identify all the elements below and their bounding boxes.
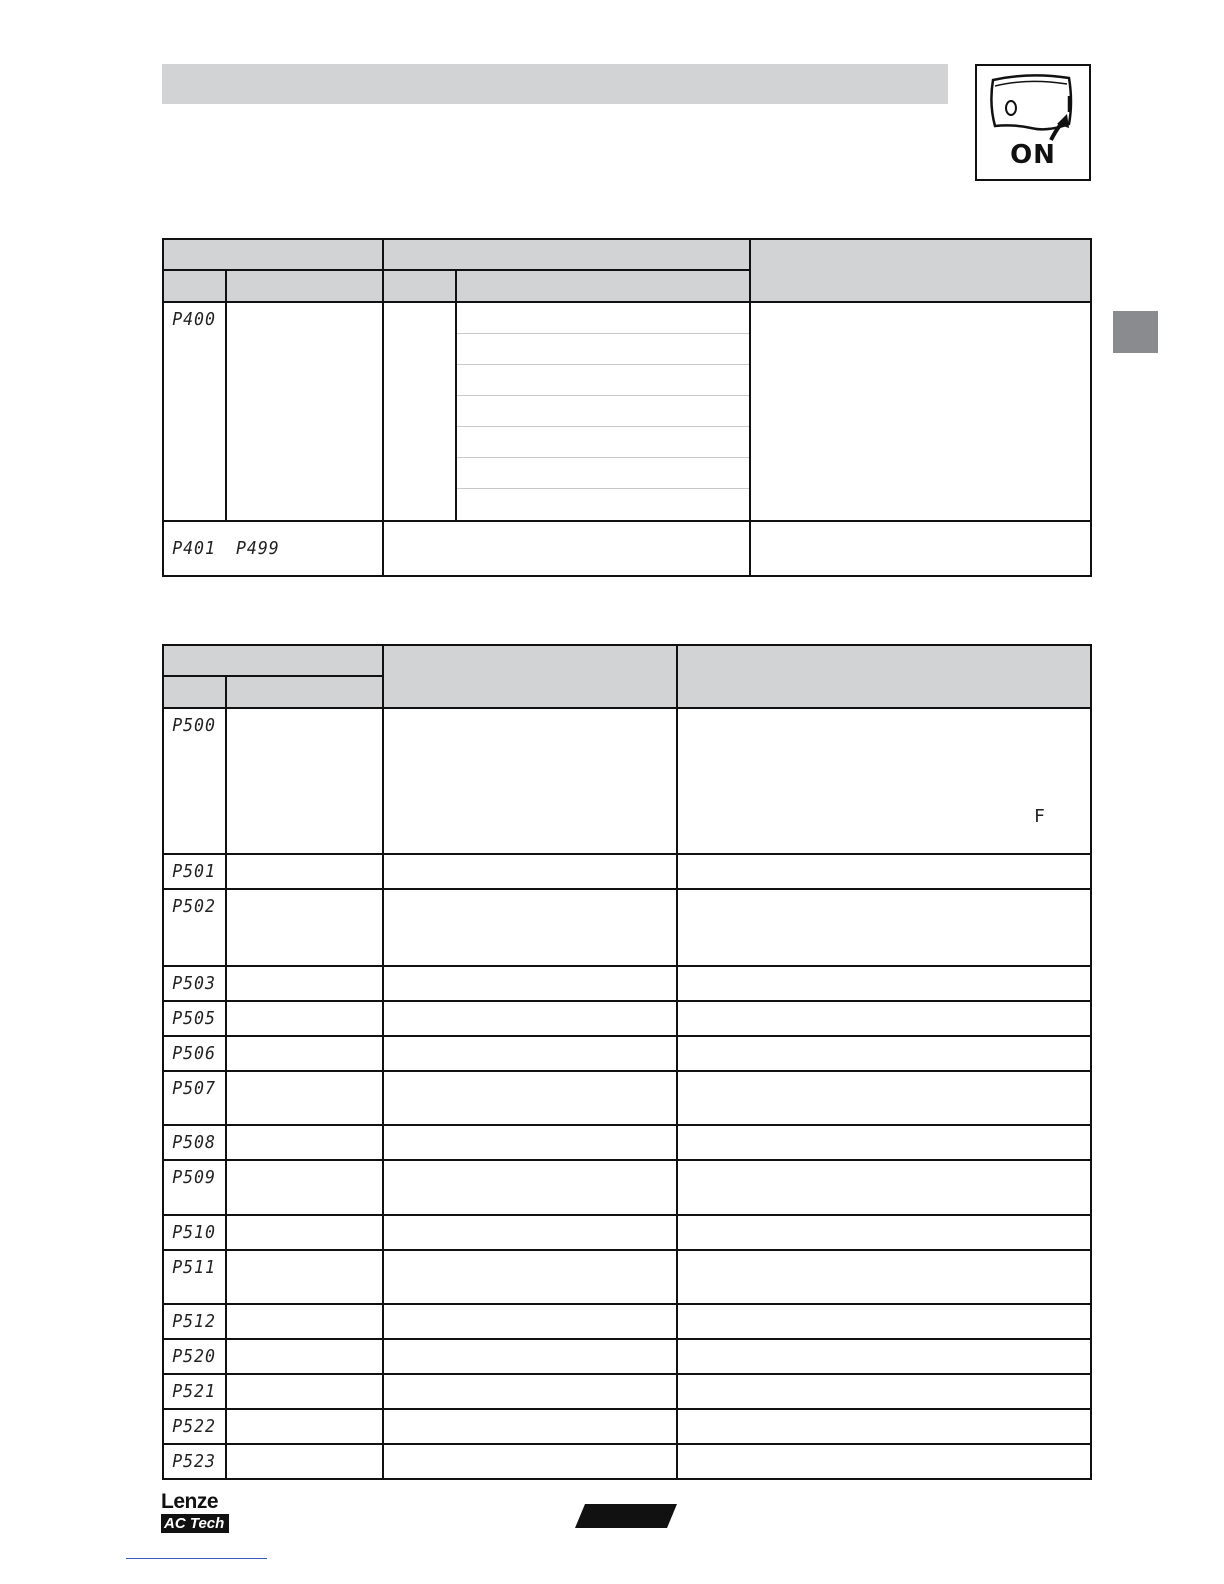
on-label: ON xyxy=(1010,140,1056,170)
parameter-description-cell xyxy=(677,1374,1091,1409)
parameter-options-cell xyxy=(456,302,750,521)
parameter-code-cell xyxy=(163,1071,226,1125)
power-on-icon xyxy=(975,64,1091,181)
option-line xyxy=(457,458,749,489)
parameter-name-cell xyxy=(226,854,383,889)
table-row xyxy=(163,1125,1091,1160)
parameter-code: P520 xyxy=(172,1346,216,1367)
parameter-description-cell xyxy=(677,889,1091,966)
parameter-code: P522 xyxy=(172,1416,216,1437)
parameter-name-cell xyxy=(226,1409,383,1444)
header-range-group xyxy=(383,239,750,270)
parameter-description-cell xyxy=(677,1444,1091,1479)
header-setting xyxy=(456,270,750,302)
parameter-code-from: P401 xyxy=(172,538,216,559)
table-row xyxy=(163,1304,1091,1339)
table-row xyxy=(163,1409,1091,1444)
parameter-description-cell xyxy=(750,302,1091,521)
parameter-description-cell xyxy=(677,1001,1091,1036)
parameter-name-cell xyxy=(226,1339,383,1374)
header-code xyxy=(163,270,226,302)
parameter-range-cell xyxy=(383,1001,677,1036)
lenze-actech-logo xyxy=(161,1491,231,1533)
table-row xyxy=(163,1250,1091,1304)
parameter-code: P507 xyxy=(172,1078,216,1099)
parameter-description-cell xyxy=(677,966,1091,1001)
header-description xyxy=(750,239,1091,302)
parameter-code: P503 xyxy=(172,973,216,994)
parameter-name-cell xyxy=(226,1444,383,1479)
parameter-code-cell xyxy=(163,889,226,966)
table-row xyxy=(163,708,1091,854)
parameter-table-p500 xyxy=(162,644,1092,1480)
header-description xyxy=(677,645,1091,708)
footer-link-underline xyxy=(126,1558,267,1559)
header-name xyxy=(226,270,383,302)
table-row xyxy=(163,1339,1091,1374)
parameter-range-cell xyxy=(383,1250,677,1304)
parameter-name-cell xyxy=(226,302,383,521)
parameter-description-cell xyxy=(677,1215,1091,1250)
table-row xyxy=(163,521,1091,576)
table-row xyxy=(163,1071,1091,1125)
parameter-code: P511 xyxy=(172,1257,216,1278)
parameter-code-cell xyxy=(163,1160,226,1215)
parameter-code-cell xyxy=(163,1250,226,1304)
table-row xyxy=(163,302,1091,521)
table-row xyxy=(163,1374,1091,1409)
parameter-range-cell xyxy=(383,521,750,576)
header-default xyxy=(383,270,456,302)
parameter-range-cell xyxy=(383,889,677,966)
parameter-name-cell xyxy=(226,1071,383,1125)
parameter-code-cell xyxy=(163,966,226,1001)
parameter-code-cell xyxy=(163,1374,226,1409)
option-line xyxy=(457,427,749,458)
header-parameter-group xyxy=(163,239,383,270)
brand-lenze: Lenze xyxy=(161,1490,219,1513)
parameter-code: P506 xyxy=(172,1043,216,1064)
option-line xyxy=(457,365,749,396)
parameter-name-cell xyxy=(226,708,383,854)
parameter-name-cell xyxy=(226,889,383,966)
parameter-range-cell xyxy=(383,1444,677,1479)
parameter-code: P509 xyxy=(172,1167,216,1188)
parameter-range-cell xyxy=(383,1409,677,1444)
parameter-description-cell xyxy=(677,1036,1091,1071)
parameter-name-cell xyxy=(226,1374,383,1409)
header-name xyxy=(226,676,383,708)
parameter-range-cell xyxy=(383,1304,677,1339)
parameter-code-cell xyxy=(163,1215,226,1250)
parameter-code: P400 xyxy=(172,309,216,330)
header-code xyxy=(163,676,226,708)
parameter-code-cell xyxy=(163,708,226,854)
parameter-name-cell xyxy=(226,1125,383,1160)
parameter-description-cell xyxy=(677,1071,1091,1125)
parameter-code-cell xyxy=(163,1125,226,1160)
parameter-code-cell xyxy=(163,1444,226,1479)
section-header-bar xyxy=(162,64,948,104)
table-row xyxy=(163,1001,1091,1036)
parameter-code: P521 xyxy=(172,1381,216,1402)
parameter-table-p400 xyxy=(162,238,1092,577)
parameter-description-cell xyxy=(677,1409,1091,1444)
parameter-default-cell xyxy=(383,302,456,521)
parameter-code-cell xyxy=(163,1036,226,1071)
table-row xyxy=(163,966,1091,1001)
parameter-name-cell xyxy=(226,1250,383,1304)
parameter-description-cell xyxy=(750,521,1091,576)
parameter-range-cell xyxy=(383,1125,677,1160)
parameter-name-cell xyxy=(226,1001,383,1036)
page-number-tab xyxy=(575,1504,677,1528)
display-glyph-f: F xyxy=(1034,806,1045,827)
parameter-description-cell xyxy=(677,1304,1091,1339)
parameter-code-cell xyxy=(163,1304,226,1339)
parameter-code-to: P499 xyxy=(235,538,280,559)
parameter-description-cell xyxy=(677,1125,1091,1160)
parameter-range-cell xyxy=(383,1036,677,1071)
parameter-code-cell xyxy=(163,1001,226,1036)
parameter-name-cell xyxy=(226,1036,383,1071)
parameter-description-cell xyxy=(677,854,1091,889)
parameter-range-cell xyxy=(383,854,677,889)
parameter-code: P512 xyxy=(172,1311,216,1332)
parameter-code-range-cell xyxy=(163,521,383,576)
parameter-code: P510 xyxy=(172,1222,216,1243)
option-line xyxy=(457,334,749,365)
parameter-code-cell xyxy=(163,854,226,889)
parameter-description-cell xyxy=(677,1250,1091,1304)
parameter-range-cell xyxy=(383,966,677,1001)
parameter-name-cell xyxy=(226,1215,383,1250)
parameter-range-cell xyxy=(383,1071,677,1125)
table-row xyxy=(163,1215,1091,1250)
parameter-name-cell xyxy=(226,966,383,1001)
parameter-description-cell xyxy=(677,708,1091,854)
option-line xyxy=(457,396,749,427)
parameter-code-cell xyxy=(163,302,226,521)
parameter-description-cell xyxy=(677,1339,1091,1374)
table-row xyxy=(163,854,1091,889)
table-row xyxy=(163,889,1091,966)
parameter-range-cell xyxy=(383,1339,677,1374)
chapter-side-tab xyxy=(1113,311,1158,353)
parameter-code: P502 xyxy=(172,896,216,917)
parameter-code-cell xyxy=(163,1339,226,1374)
table-row xyxy=(163,1160,1091,1215)
option-line xyxy=(457,303,749,334)
option-line xyxy=(457,489,749,520)
parameter-description-cell xyxy=(677,1160,1091,1215)
parameter-code: P523 xyxy=(172,1451,216,1472)
parameter-range-cell xyxy=(383,1215,677,1250)
parameter-code: P505 xyxy=(172,1008,216,1029)
parameter-name-cell xyxy=(226,1304,383,1339)
header-range xyxy=(383,645,677,708)
parameter-code: P500 xyxy=(172,715,216,736)
header-parameter-group xyxy=(163,645,383,676)
table-row xyxy=(163,1444,1091,1479)
parameter-name-cell xyxy=(226,1160,383,1215)
parameter-code: P501 xyxy=(172,861,216,882)
parameter-code-cell xyxy=(163,1409,226,1444)
brand-actech: AC Tech xyxy=(161,1514,229,1533)
parameter-range-cell xyxy=(383,1374,677,1409)
parameter-range-cell xyxy=(383,1160,677,1215)
table-row xyxy=(163,1036,1091,1071)
parameter-range-cell xyxy=(383,708,677,854)
parameter-code: P508 xyxy=(172,1132,216,1153)
